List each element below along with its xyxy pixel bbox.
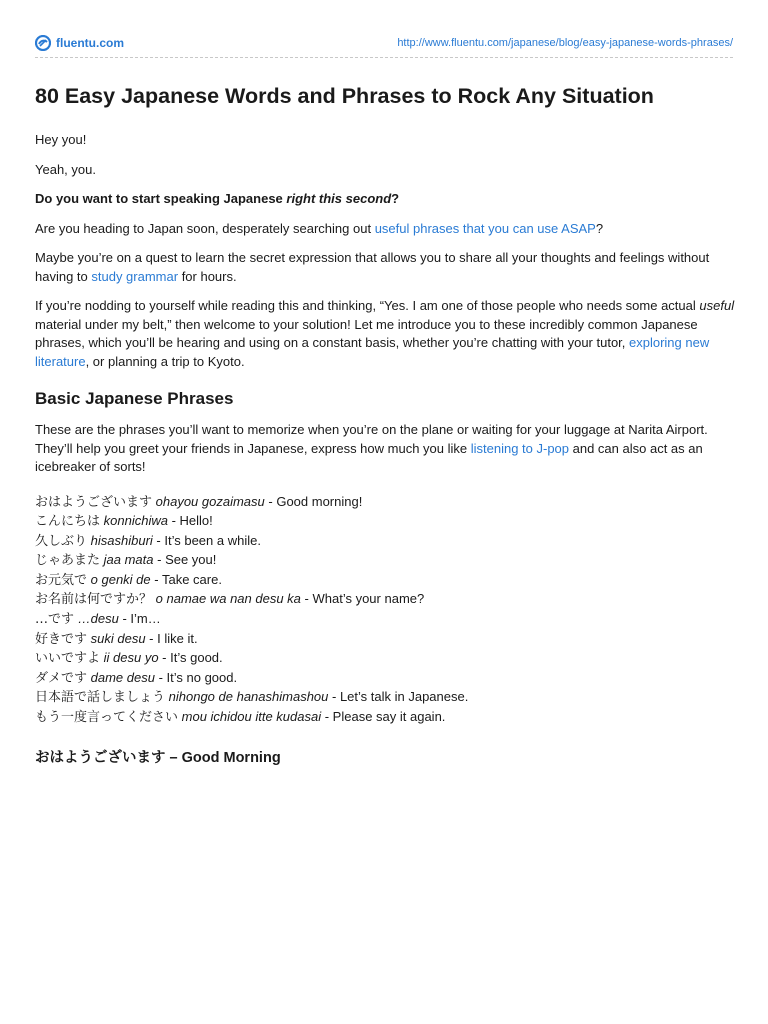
list-item <box>35 571 735 591</box>
list-item <box>35 669 735 689</box>
phrase-japanese: いいですよ <box>35 651 101 667</box>
page-url-link[interactable]: http://www.fluentu.com/japanese/blog/easy-japanese-words-phrases/ <box>397 37 733 49</box>
site-name[interactable]: fluentu.com <box>56 36 124 50</box>
phrase-japanese: お元気で <box>35 572 88 588</box>
nodding-end: , or planning a trip to Kyoto. <box>85 353 245 369</box>
phrase-japanese: 日本語で話しましょう <box>35 690 166 706</box>
phrase-japanese: 久しぶり <box>35 533 88 549</box>
quest-end: for hours. <box>178 268 237 284</box>
list-item <box>35 610 735 630</box>
memorize-end: and can also act as an icebreaker of sorts! <box>35 440 703 474</box>
list-item <box>35 532 735 552</box>
nodding-text: If you’re nodding to yourself while reading this and thinking, “Yes. I am one of those people who needs some actual <box>35 298 700 313</box>
list-item <box>35 708 735 728</box>
phrase-romaji: konnichiwa <box>103 513 168 529</box>
page-header <box>35 35 733 58</box>
subheading-japanese: おはようございます <box>35 749 166 766</box>
phrase-english: - Hello! <box>167 513 213 529</box>
phrase-romaji: dame desu <box>90 669 155 685</box>
heading-text: Are you heading to Japan soon, desperately searching out <box>35 220 375 236</box>
phrase-romaji: ohayou gozaimasu <box>155 493 265 509</box>
heading-end: ? <box>595 220 604 236</box>
memorize-text: These are the phrases you’ll want to memorize when you’re on the plane or waiting for your luggage at Narita Airport. They’ll help you greet your friends in Japanese, express how much you like <box>35 422 708 456</box>
phrase-list <box>35 493 735 728</box>
phrase-romaji: jaa mata <box>103 552 154 568</box>
phrase-english: - Let’s talk in Japanese. <box>328 689 469 705</box>
paragraph-question <box>35 190 735 209</box>
article-title: 80 Easy Japanese Words and Phrases to Rock Any Situation <box>35 84 654 108</box>
phrase-english: - What’s your name? <box>300 591 425 607</box>
question-text: Do you want to start speaking Japanese <box>35 191 287 206</box>
list-item <box>35 630 735 650</box>
phrase-english: - It’s been a while. <box>152 532 261 548</box>
subheading-good-morning <box>35 746 735 767</box>
phrase-english: - I like it. <box>145 630 198 646</box>
phrase-japanese: 好きです <box>35 631 88 647</box>
phrase-romaji: o genki de <box>90 571 151 587</box>
paragraph-memorize <box>35 421 735 477</box>
paragraph-quest <box>35 249 735 286</box>
phrase-japanese: もう一度言ってください <box>35 710 179 726</box>
list-item <box>35 493 735 513</box>
phrase-romaji: ii desu yo <box>103 650 159 666</box>
nodding-middle: material under my belt,” then welcome to your solution! Let me introduce you to these incredibly common Japanese phrases, which you’ll be hearing and using on a constant basis, whether you’re chatting with your tutor, <box>35 316 698 350</box>
phrase-japanese: ダメです <box>35 670 88 686</box>
phrase-japanese: おはようございます <box>35 494 153 510</box>
paragraph-hey: Hey you! <box>35 132 87 147</box>
phrase-japanese: こんにちは <box>35 514 101 530</box>
paragraph-nodding <box>35 297 735 371</box>
jpop-link[interactable]: listening to J-pop <box>470 440 570 456</box>
list-item <box>35 551 735 571</box>
phrase-romaji: nihongo de hanashimashou <box>168 689 329 705</box>
list-item <box>35 512 735 532</box>
list-item <box>35 590 735 610</box>
phrase-english: - It’s good. <box>158 650 223 666</box>
paragraph-heading-to-japan <box>35 220 735 239</box>
article <box>35 84 735 767</box>
nodding-emphasis: useful <box>699 298 735 313</box>
question-emphasis: right this second <box>286 191 392 206</box>
phrase-romaji: o namae wa nan desu ka <box>155 591 301 607</box>
list-item <box>35 688 735 708</box>
phrase-romaji: suki desu <box>90 630 146 646</box>
phrase-english: - It’s no good. <box>154 669 238 685</box>
phrase-romaji: mou ichidou itte kudasai <box>181 709 322 725</box>
question-mark: ? <box>391 191 400 206</box>
study-grammar-link[interactable]: study grammar <box>91 268 179 284</box>
phrase-english: - Please say it again. <box>321 709 446 725</box>
phrase-english: - Good morning! <box>264 493 363 509</box>
fluentu-logo-icon <box>35 35 51 51</box>
subheading-english: – Good Morning <box>165 749 281 766</box>
phrase-english: - See you! <box>153 552 217 568</box>
list-item <box>35 649 735 669</box>
phrase-japanese: じゃあまた <box>35 553 101 569</box>
phrase-japanese: お名前は何ですか？ <box>35 592 153 608</box>
section-title-basic-phrases: Basic Japanese Phrases <box>35 389 234 408</box>
phrase-english: - Take care. <box>150 571 222 587</box>
exploring-literature-link[interactable]: exploring new literature <box>35 335 710 369</box>
phrase-english: - I’m… <box>118 611 161 627</box>
site-logo[interactable] <box>35 35 124 51</box>
phrase-romaji: hisashiburi <box>90 532 153 548</box>
quest-text: Maybe you’re on a quest to learn the secret expression that allows you to share all your thoughts and feelings without having to <box>35 250 710 284</box>
phrase-romaji: …desu <box>77 611 119 627</box>
phrase-japanese: …です <box>35 612 75 628</box>
useful-phrases-link[interactable]: useful phrases that you can use ASAP <box>374 220 596 236</box>
paragraph-yeah: Yeah, you. <box>35 161 96 177</box>
